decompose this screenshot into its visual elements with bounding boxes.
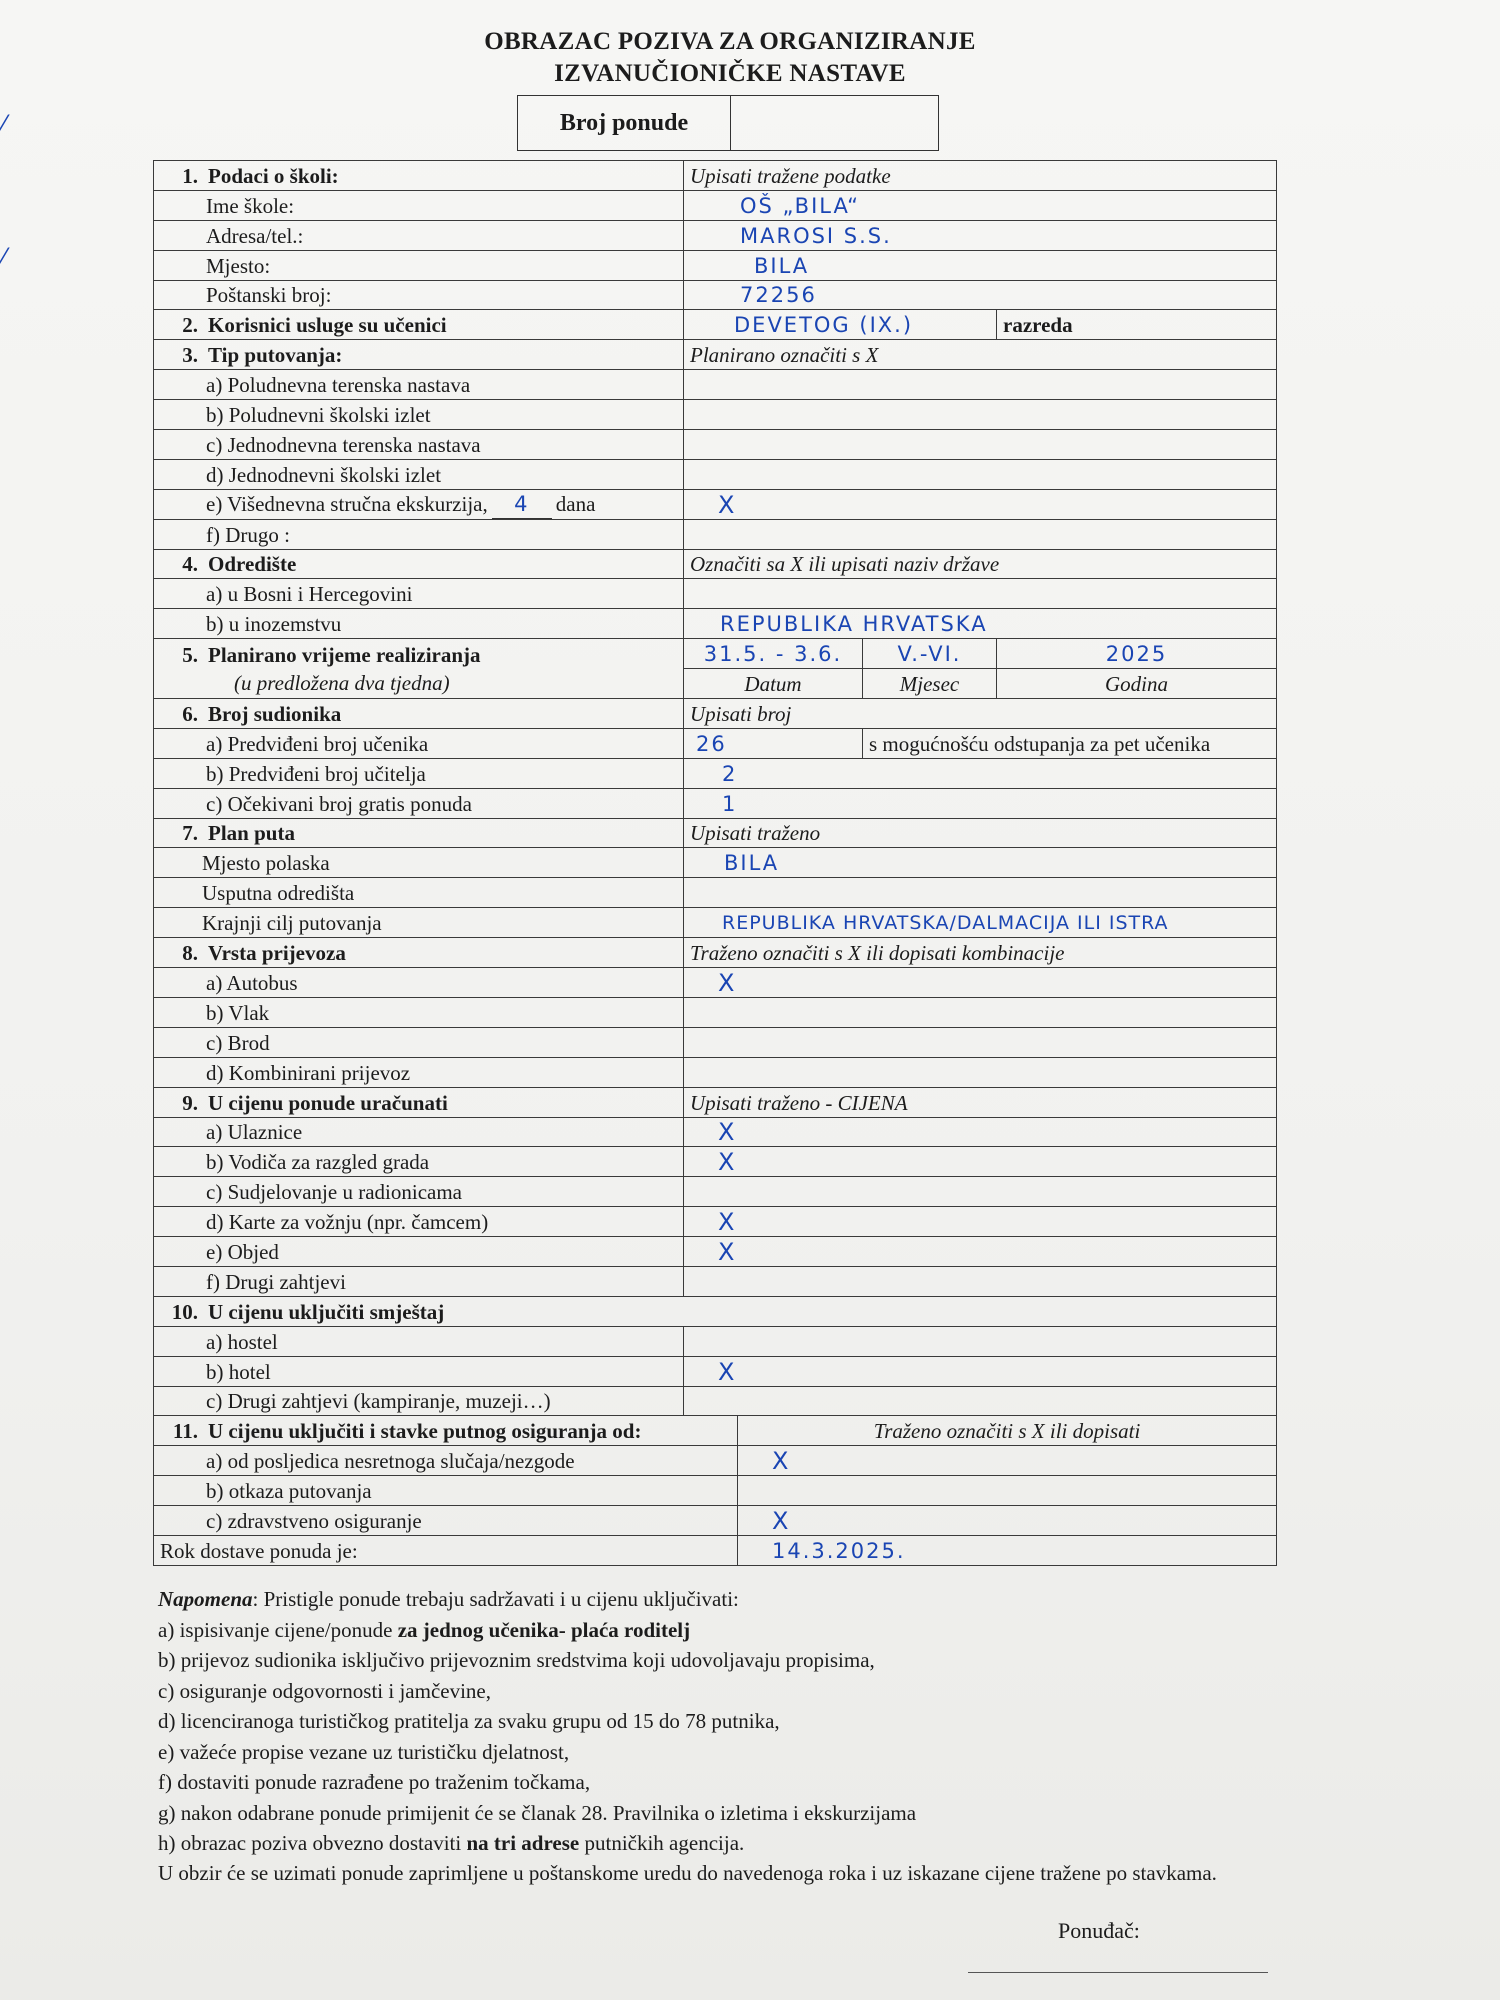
notes-intro bbox=[158, 1584, 1308, 1615]
lodging-b-mark[interactable]: X bbox=[684, 1356, 1277, 1386]
notes-intro-text: : Pristigle ponude trebaju sadržavati i u cijenu uključivati: bbox=[252, 1587, 739, 1611]
bidder-signature-line[interactable] bbox=[968, 1972, 1268, 1973]
section-number: 6. bbox=[182, 701, 198, 726]
price-c-mark[interactable] bbox=[684, 1177, 1277, 1207]
field-label: Krajnji cilj putovanja bbox=[154, 908, 684, 938]
option-label: e) Višednevna stručna ekskurzija, bbox=[206, 491, 488, 516]
destination-b-row bbox=[154, 609, 1277, 639]
price-d-mark[interactable]: X bbox=[684, 1207, 1277, 1237]
section-8-row bbox=[154, 938, 1277, 968]
transport-a-row bbox=[154, 968, 1277, 998]
price-b-mark[interactable]: X bbox=[684, 1147, 1277, 1177]
section-5-row bbox=[154, 639, 1277, 669]
price-c-row bbox=[154, 1177, 1277, 1207]
section-number: 2. bbox=[182, 313, 198, 338]
section-hint: Upisati broj bbox=[684, 699, 1277, 729]
transport-d-mark[interactable] bbox=[684, 1057, 1277, 1087]
option-label: c) Drugi zahtjevi (kampiranje, muzeji…) bbox=[154, 1386, 684, 1416]
note-f: f) dostaviti ponude razrađene po traženim točkama, bbox=[158, 1770, 591, 1794]
section-10-row bbox=[154, 1296, 1277, 1326]
section-hint: Upisati tražene podatke bbox=[684, 161, 1277, 191]
stops-row bbox=[154, 878, 1277, 908]
trip-type-b-row bbox=[154, 400, 1277, 430]
school-name-row bbox=[154, 190, 1277, 220]
teachers-count-row bbox=[154, 758, 1277, 788]
transport-a-mark[interactable]: X bbox=[684, 968, 1277, 998]
section-number: 8. bbox=[182, 941, 198, 966]
year-label: Godina bbox=[997, 669, 1277, 699]
departure-value[interactable]: BILA bbox=[684, 848, 1277, 878]
note-g: g) nakon odabrane ponude primijenit će se članak 28. Pravilnika o izletima i ekskurzijama bbox=[158, 1800, 917, 1825]
option-label: d) Kombinirani prijevoz bbox=[154, 1057, 684, 1087]
section-number: 1. bbox=[182, 163, 198, 188]
date-value[interactable]: 31.5. - 3.6. bbox=[684, 639, 863, 669]
price-f-row bbox=[154, 1266, 1277, 1296]
students-deviation-note: s mogućnošću odstupanja za pet učenika bbox=[863, 728, 1277, 758]
place-row bbox=[154, 250, 1277, 280]
notes-intro-label: Napomena bbox=[158, 1587, 253, 1611]
grade-value[interactable]: DEVETOG (IX.) bbox=[684, 310, 997, 340]
option-label: a) u Bosni i Hercegovini bbox=[154, 579, 684, 609]
date-label: Datum bbox=[684, 669, 863, 699]
section-hint: Traženo označiti s X ili dopisati kombinacije bbox=[684, 938, 1277, 968]
grade-suffix: razreda bbox=[997, 310, 1277, 340]
field-label: Mjesto: bbox=[154, 250, 684, 280]
option-label: c) zdravstveno osiguranje bbox=[154, 1506, 738, 1536]
field-label: b) Predviđeni broj učitelja bbox=[154, 758, 684, 788]
trip-type-b-mark[interactable] bbox=[684, 400, 1277, 430]
days-value[interactable]: 4 bbox=[492, 491, 552, 519]
offer-number-box bbox=[517, 95, 939, 151]
option-label: b) Vodiča za razgled grada bbox=[154, 1147, 684, 1177]
option-label: c) Sudjelovanje u radionicama bbox=[154, 1177, 684, 1207]
option-label: e) Objed bbox=[154, 1237, 684, 1267]
trip-type-f-row bbox=[154, 519, 1277, 549]
gratis-count-row bbox=[154, 788, 1277, 818]
month-value[interactable]: V.-VI. bbox=[863, 639, 997, 669]
teachers-count-value[interactable]: 2 bbox=[684, 758, 1277, 788]
option-label: b) u inozemstvu bbox=[154, 609, 684, 639]
option-label: c) Brod bbox=[154, 1027, 684, 1057]
section-number: 9. bbox=[182, 1090, 198, 1115]
option-label: c) Jednodnevna terenska nastava bbox=[154, 430, 684, 460]
trip-type-e-mark[interactable]: X bbox=[684, 489, 1277, 519]
destination-a-row bbox=[154, 579, 1277, 609]
insurance-c-mark[interactable]: X bbox=[738, 1506, 1277, 1536]
price-e-mark[interactable]: X bbox=[684, 1237, 1277, 1267]
destination-country-value[interactable]: REPUBLIKA HRVATSKA bbox=[684, 609, 1277, 639]
request-form-table bbox=[153, 160, 1277, 1566]
lodging-b-row bbox=[154, 1356, 1277, 1386]
form-title bbox=[380, 26, 1080, 90]
title-line-2: IZVANUČIONIČKE NASTAVE bbox=[554, 60, 906, 87]
price-f-mark[interactable] bbox=[684, 1266, 1277, 1296]
section-2-row bbox=[154, 310, 1277, 340]
address-value[interactable]: MAROSI S.S. bbox=[684, 220, 1277, 250]
price-b-row bbox=[154, 1147, 1277, 1177]
section-title: Tip putovanja: bbox=[208, 343, 343, 368]
note-text: putničkih agencija. bbox=[579, 1831, 745, 1855]
trip-type-a-row bbox=[154, 370, 1277, 400]
option-label: f) Drugi zahtjevi bbox=[154, 1266, 684, 1296]
insurance-a-row bbox=[154, 1446, 1277, 1476]
lodging-c-row bbox=[154, 1386, 1277, 1416]
trip-type-c-row bbox=[154, 430, 1277, 460]
note-b: b) prijevoz sudionika isključivo prijevoznim sredstvima koji udovoljavaju propisima, bbox=[158, 1648, 875, 1672]
postal-value[interactable]: 72256 bbox=[684, 280, 1277, 310]
option-label: a) Autobus bbox=[154, 968, 684, 998]
field-label: Mjesto polaska bbox=[154, 848, 684, 878]
price-a-mark[interactable]: X bbox=[684, 1117, 1277, 1147]
section-number: 5. bbox=[182, 642, 198, 667]
transport-c-row bbox=[154, 1027, 1277, 1057]
price-e-row bbox=[154, 1237, 1277, 1267]
option-label: a) Poludnevna terenska nastava bbox=[154, 370, 684, 400]
address-row bbox=[154, 220, 1277, 250]
field-label: a) Predviđeni broj učenika bbox=[154, 728, 684, 758]
departure-row bbox=[154, 848, 1277, 878]
section-subtitle: (u predložena dva tjedna) bbox=[234, 670, 450, 695]
insurance-c-row bbox=[154, 1506, 1277, 1536]
note-text: h) obrazac poziva obvezno dostaviti bbox=[158, 1831, 467, 1855]
field-label: c) Očekivani broj gratis ponuda bbox=[154, 788, 684, 818]
section-hint: Traženo označiti s X ili dopisati bbox=[738, 1416, 1277, 1446]
insurance-b-row bbox=[154, 1476, 1277, 1506]
note-a bbox=[158, 1615, 1308, 1646]
price-a-row bbox=[154, 1117, 1277, 1147]
gratis-count-value[interactable]: 1 bbox=[684, 788, 1277, 818]
offer-number-field[interactable] bbox=[731, 96, 938, 150]
section-title: Podaci o školi: bbox=[208, 163, 339, 188]
days-suffix: dana bbox=[555, 491, 596, 516]
section-number: 4. bbox=[182, 552, 198, 577]
section-number: 7. bbox=[182, 821, 198, 846]
note-c: c) osiguranje odgovornosti i jamčevine, bbox=[158, 1678, 491, 1703]
section-7-row bbox=[154, 818, 1277, 848]
section-number: 3. bbox=[182, 343, 198, 368]
section-hint: Upisati traženo - CIJENA bbox=[684, 1087, 1277, 1117]
notes-block bbox=[158, 1584, 1308, 1888]
final-destination-value[interactable]: REPUBLIKA HRVATSKA/DALMACIJA ILI ISTRA bbox=[684, 908, 1277, 938]
option-label: b) otkaza putovanja bbox=[154, 1476, 738, 1506]
trip-type-a-mark[interactable] bbox=[684, 370, 1277, 400]
transport-b-row bbox=[154, 997, 1277, 1027]
section-title: Vrsta prijevoza bbox=[208, 941, 346, 966]
students-count-value[interactable]: 26 bbox=[684, 728, 863, 758]
note-d: d) licenciranoga turističkog pratitelja za svaku grupu od 15 do 78 putnika, bbox=[158, 1709, 780, 1733]
section-title: Korisnici usluge su učenici bbox=[208, 313, 447, 338]
section-hint: Upisati traženo bbox=[684, 818, 1277, 848]
insurance-a-mark[interactable]: X bbox=[738, 1446, 1277, 1476]
section-title: U cijenu uključiti i stavke putnog osiguranja od: bbox=[208, 1419, 642, 1444]
note-closing: U obzir će se uzimati ponude zaprimljene u poštanskome uredu do navedenoga roka i uz iskazane cijene tražene po stavkama. bbox=[158, 1860, 1217, 1885]
deadline-label: Rok dostave ponuda je: bbox=[154, 1535, 738, 1565]
option-label: b) Poludnevni školski izlet bbox=[154, 400, 684, 430]
final-destination-row bbox=[154, 908, 1277, 938]
option-label: d) Jednodnevni školski izlet bbox=[154, 459, 684, 489]
bidder-label: Ponuđač: bbox=[1058, 1918, 1140, 1943]
option-label: d) Karte za vožnju (npr. čamcem) bbox=[154, 1207, 684, 1237]
note-h bbox=[158, 1828, 1308, 1859]
trip-type-f-mark[interactable] bbox=[684, 519, 1277, 549]
postal-row bbox=[154, 280, 1277, 310]
students-count-row bbox=[154, 728, 1277, 758]
section-title: Broj sudionika bbox=[208, 701, 342, 726]
section-title: Odredište bbox=[208, 552, 297, 577]
year-value[interactable]: 2025 bbox=[997, 639, 1277, 669]
offer-number-label: Broj ponude bbox=[518, 96, 731, 150]
transport-c-mark[interactable] bbox=[684, 1027, 1277, 1057]
deadline-value[interactable]: 14.3.2025. bbox=[738, 1535, 1277, 1565]
lodging-a-mark[interactable] bbox=[684, 1326, 1277, 1356]
title-line-1: OBRAZAC POZIVA ZA ORGANIZIRANJE bbox=[484, 28, 976, 55]
section-title: U cijenu uključiti smještaj bbox=[208, 1299, 445, 1324]
option-label: f) Drugo : bbox=[154, 519, 684, 549]
field-label: Poštanski broj: bbox=[154, 280, 684, 310]
stops-value[interactable] bbox=[684, 878, 1277, 908]
trip-type-d-mark[interactable] bbox=[684, 459, 1277, 489]
section-title: Plan puta bbox=[208, 821, 295, 846]
section-3-row bbox=[154, 340, 1277, 370]
place-value[interactable]: BILA bbox=[684, 250, 1277, 280]
option-label: b) Vlak bbox=[154, 997, 684, 1027]
section-title: U cijenu ponude uračunati bbox=[208, 1090, 448, 1115]
section-hint: Planirano označiti s X bbox=[684, 340, 1277, 370]
option-label: b) hotel bbox=[154, 1356, 684, 1386]
lodging-c-mark[interactable] bbox=[684, 1386, 1277, 1416]
field-label: Usputna odredišta bbox=[154, 878, 684, 908]
transport-b-mark[interactable] bbox=[684, 997, 1277, 1027]
trip-type-c-mark[interactable] bbox=[684, 430, 1277, 460]
transport-d-row bbox=[154, 1057, 1277, 1087]
note-highlight: na tri adrese bbox=[466, 1831, 580, 1855]
section-hint: Označiti sa X ili upisati naziv države bbox=[684, 549, 1277, 579]
note-text: a) ispisivanje cijene/ponude bbox=[158, 1617, 398, 1642]
field-label: Ime škole: bbox=[154, 190, 684, 220]
section-9-row bbox=[154, 1087, 1277, 1117]
deadline-row bbox=[154, 1535, 1277, 1565]
section-title: Planirano vrijeme realiziranja bbox=[208, 642, 481, 667]
note-e: e) važeće propise vezane uz turističku djelatnost, bbox=[158, 1739, 570, 1764]
insurance-b-mark[interactable] bbox=[738, 1476, 1277, 1506]
section-4-row bbox=[154, 549, 1277, 579]
destination-a-mark[interactable] bbox=[684, 579, 1277, 609]
section-11-row bbox=[154, 1416, 1277, 1446]
option-label: a) hostel bbox=[154, 1326, 684, 1356]
note-highlight: za jednog učenika- plaća roditelj bbox=[397, 1617, 691, 1642]
option-label: a) od posljedica nesretnoga slučaja/nezgode bbox=[154, 1446, 738, 1476]
month-label: Mjesec bbox=[863, 669, 997, 699]
option-label: a) Ulaznice bbox=[154, 1117, 684, 1147]
school-name-value[interactable]: OŠ „BILA“ bbox=[684, 190, 1277, 220]
price-d-row bbox=[154, 1207, 1277, 1237]
trip-type-e-row bbox=[154, 489, 1277, 519]
margin-pen-mark: ⁄ bbox=[2, 245, 6, 270]
section-number: 10. bbox=[171, 1299, 198, 1324]
section-6-row bbox=[154, 699, 1277, 729]
section-1-row bbox=[154, 161, 1277, 191]
lodging-a-row bbox=[154, 1326, 1277, 1356]
trip-type-d-row bbox=[154, 459, 1277, 489]
margin-pen-mark: ⁄ bbox=[2, 112, 6, 137]
section-number: 11. bbox=[172, 1419, 198, 1444]
field-label: Adresa/tel.: bbox=[154, 220, 684, 250]
